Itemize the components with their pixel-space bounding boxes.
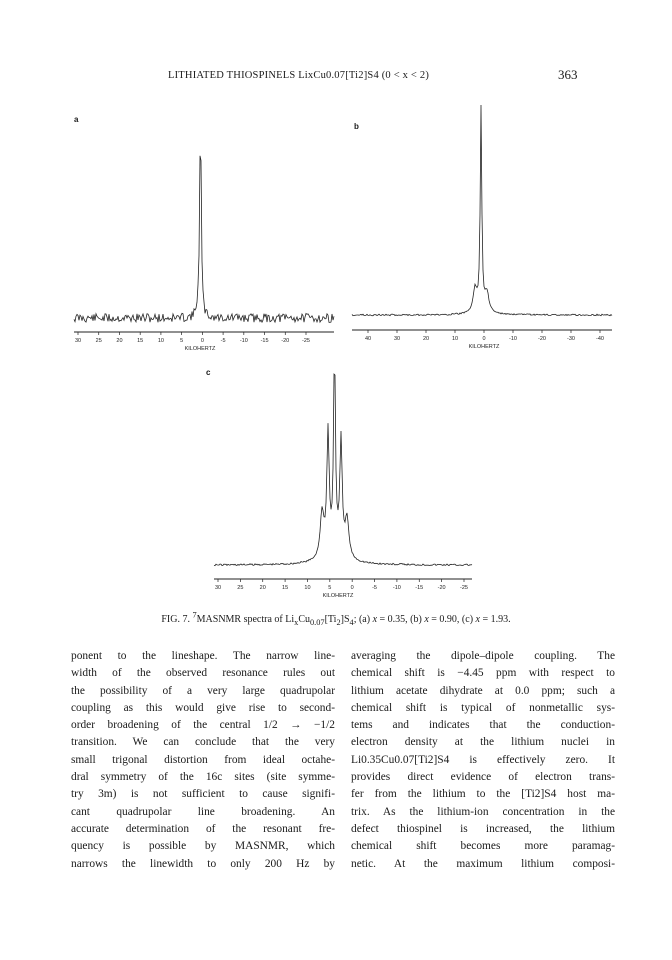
x-tick-label: 10 xyxy=(304,585,311,591)
x-tick-label: -10 xyxy=(392,585,401,591)
x-tick-label: -20 xyxy=(281,338,290,344)
running-head-title: LITHIATED THIOSPINELS LixCu0.07[Ti2]S4 (0 < x < 2) xyxy=(168,70,430,81)
x-tick-label: 20 xyxy=(259,585,266,591)
right-column-line: chemical shift is typical of nonmetallic sys- xyxy=(351,701,615,714)
x-tick-label: -25 xyxy=(302,338,310,344)
left-column-line: transition. We can conclude that the very xyxy=(71,736,335,749)
x-tick-label: 10 xyxy=(157,338,164,344)
left-column-line: ponent to the lineshape. The narrow line- xyxy=(71,650,335,662)
left-column-line: cant quadrupolar line broadening. An xyxy=(71,805,335,818)
right-column-line: provides direct evidence of electron trans- xyxy=(351,771,615,784)
left-column-line: order broadening of the central 1/2 → −1/2 xyxy=(71,719,335,732)
x-axis-title: KILOHERTZ xyxy=(184,346,216,352)
x-axis-title: KILOHERTZ xyxy=(468,344,500,350)
spectrum-panel-c xyxy=(210,355,474,599)
x-tick-label: -5 xyxy=(372,585,377,591)
right-column-line: lithium acetate dihydrate at 0.0 ppm; such a xyxy=(351,684,615,697)
x-tick-label: -30 xyxy=(567,336,575,342)
spectrum-trace xyxy=(214,374,472,566)
x-tick-label: 0 xyxy=(350,585,354,591)
left-column-line: try 3m) is not sufficient to cause signifi- xyxy=(71,788,335,801)
x-tick-label: -20 xyxy=(437,585,446,591)
x-tick-label: 40 xyxy=(364,336,372,342)
right-column-line: defect thiospinel is increased, the lithium xyxy=(351,822,615,835)
left-column-line: accurate determination of the resonant fre- xyxy=(71,822,335,835)
x-tick-label: -40 xyxy=(596,336,604,342)
running-header xyxy=(0,67,672,86)
spectrum-trace xyxy=(352,105,612,316)
x-tick-label: 0 xyxy=(200,338,204,344)
x-tick-label: 30 xyxy=(214,585,222,591)
x-tick-label: 25 xyxy=(95,338,102,344)
figure-caption-text: FIG. 7. $^7$MASNMR spectra of $Li_xCu_{0.07}[Ti_2]S_4$; (a) x = 0.35, (b) x = 0.90, (c) x = 1.93. xyxy=(161,611,511,628)
spectrum-panel-a xyxy=(72,100,344,350)
panel-c-label: c xyxy=(206,368,211,377)
spectrum-trace xyxy=(74,156,334,323)
x-tick-label: 20 xyxy=(422,336,430,342)
left-column-line: narrows the linewidth to only 200 Hz by xyxy=(71,857,335,870)
spectrum-panel-b xyxy=(350,100,618,350)
x-tick-label: 5 xyxy=(328,585,332,591)
left-column-line: quency is possible by MASNMR, which xyxy=(71,840,335,853)
page-number: 363 xyxy=(558,67,578,82)
right-column-line: fer from the lithium to the [Ti2]S4 host ma- xyxy=(351,788,615,801)
right-column-line: chemical shift becomes more paramag- xyxy=(351,840,615,853)
x-tick-label: -15 xyxy=(260,338,269,344)
right-column-line: tems and indicates that the conduction- xyxy=(351,719,615,732)
x-axis-title: KILOHERTZ xyxy=(322,593,354,599)
left-column-line: small trigonal distortion from ideal octahe- xyxy=(71,753,335,766)
x-tick-label: 15 xyxy=(137,338,144,344)
x-tick-label: -10 xyxy=(239,338,248,344)
x-tick-label: 20 xyxy=(116,338,123,344)
right-column-line: Li0.35Cu0.07[Ti2]S4 is effectively zero. It xyxy=(351,753,615,766)
x-tick-label: 30 xyxy=(393,336,401,342)
x-tick-label: 10 xyxy=(451,336,459,342)
left-column-line: coupling as this would give rise to second- xyxy=(71,701,335,714)
x-tick-label: -15 xyxy=(415,585,424,591)
body-column-right xyxy=(351,648,615,873)
x-tick-label: 15 xyxy=(282,585,289,591)
left-column-line: dral symmetry of the 16c sites (site symme- xyxy=(71,771,335,784)
panel-a-label: a xyxy=(74,115,79,124)
panel-b-label: b xyxy=(354,122,359,131)
right-column-line: averaging the dipole–dipole coupling. The xyxy=(351,650,615,662)
x-tick-label: 0 xyxy=(482,336,486,342)
body-column-left xyxy=(71,648,335,873)
x-tick-label: 30 xyxy=(74,338,82,344)
x-tick-label: 5 xyxy=(180,338,184,344)
right-column-line: trix. As the lithium-ion concentration in the xyxy=(351,805,615,818)
right-column-line: netic. At the maximum lithium composi- xyxy=(351,857,615,870)
left-column-line: width of the observed resonance rules out xyxy=(71,667,335,680)
right-column-line: chemical shift is −4.45 ppm with respect to xyxy=(351,667,615,680)
x-tick-label: 25 xyxy=(237,585,244,591)
right-column-line: electron density at the lithium nuclei in xyxy=(351,736,615,749)
x-tick-label: -10 xyxy=(509,336,517,342)
x-tick-label: -20 xyxy=(538,336,546,342)
figure-caption xyxy=(0,611,672,627)
x-tick-label: -25 xyxy=(460,585,468,591)
left-column-line: the possibility of a very large quadrupolar xyxy=(71,684,335,697)
x-tick-label: -5 xyxy=(220,338,226,344)
